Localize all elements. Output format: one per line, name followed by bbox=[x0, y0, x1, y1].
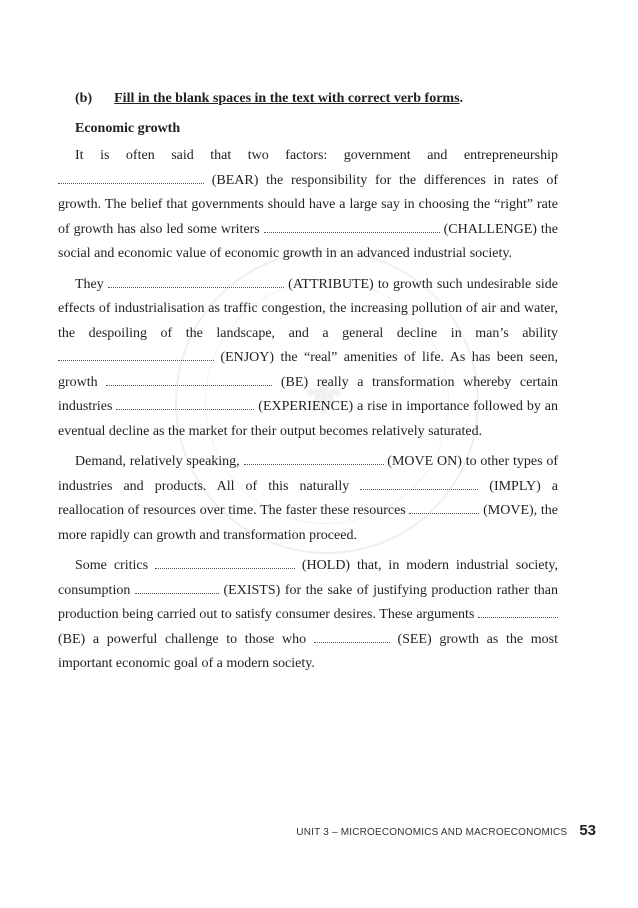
text-span: (BEAR) the responsibility for the differences in rates of growth. The belief that governments should have a large say in choosing the “right” rate of growth has also led some writers bbox=[58, 172, 558, 237]
paragraph-2 bbox=[58, 273, 558, 445]
seal-monogram: ⚜ bbox=[302, 372, 352, 425]
running-footer-unit: UNIT 3 – MICROECONOMICS AND MACROECONOMICS bbox=[296, 827, 568, 838]
text-span: (SEE) growth as the most important economic goal of a modern society. bbox=[58, 631, 559, 671]
text-span: (EXPERIENCE) a rise in importance followed by an eventual decline as the market for their output becomes relatively saturated. bbox=[58, 399, 558, 439]
text-span: Some critics bbox=[75, 558, 155, 573]
blank-hold[interactable] bbox=[155, 556, 295, 569]
paragraph-3 bbox=[58, 450, 558, 548]
blank-move-on[interactable] bbox=[244, 452, 384, 465]
blank-see[interactable] bbox=[314, 630, 390, 643]
blank-attribute[interactable] bbox=[108, 275, 284, 288]
text-span: (CHALLENGE) the social and economic value of economic growth in an advanced industrial society. bbox=[58, 221, 558, 261]
blank-be-1[interactable] bbox=[106, 373, 272, 386]
text-span: (MOVE), the more rapidly can growth and transformation proceed. bbox=[58, 503, 558, 543]
text-span: (HOLD) that, in modern industrial society, consumption bbox=[58, 558, 558, 598]
text-span: (EXISTS) for the sake of justifying production rather than production being carried out to satisfy consumer desires. These arguments bbox=[58, 582, 558, 622]
text-span: Demand, relatively speaking, bbox=[75, 454, 244, 469]
blank-bear[interactable] bbox=[58, 171, 204, 184]
text-span: (BE) a powerful challenge to those who bbox=[58, 631, 314, 647]
blank-challenge[interactable] bbox=[264, 220, 440, 233]
paragraph-1 bbox=[58, 144, 558, 267]
instruction-period: . bbox=[459, 91, 464, 106]
page-number: 53 bbox=[579, 822, 596, 839]
blank-move[interactable] bbox=[409, 501, 479, 514]
page-footer bbox=[296, 822, 596, 839]
text-title: Economic growth bbox=[75, 120, 181, 136]
exercise-instruction: Fill in the blank spaces in the text with correct verb forms bbox=[114, 91, 460, 106]
text-span: (ENJOY) the “real” amenities of life. As has been seen, growth bbox=[58, 350, 558, 390]
paragraph-4 bbox=[58, 554, 558, 677]
blank-experience[interactable] bbox=[116, 397, 254, 410]
exercise-content bbox=[58, 87, 558, 677]
text-span: It is often said that two factors: government and entrepreneurship bbox=[75, 148, 558, 163]
text-span: (MOVE ON) to other types of industries and products. All of this naturally bbox=[58, 454, 558, 494]
text-span: (ATTRIBUTE) to growth such undesirable side effects of industrialisation as traffic congestion, the increasing pollution of air and water, the despoiling of the landscape, and a general decline in man’s ability bbox=[58, 276, 558, 341]
text-span: (BE) really a transformation whereby certain industries bbox=[58, 374, 558, 414]
blank-enjoy[interactable] bbox=[58, 348, 214, 361]
text-span: (IMPLY) a reallocation of resources over time. The faster these resources bbox=[58, 478, 558, 518]
exercise-label: (b) bbox=[75, 91, 93, 106]
blank-imply[interactable] bbox=[360, 477, 478, 490]
blank-exists[interactable] bbox=[135, 581, 219, 594]
text-span: They bbox=[75, 276, 108, 292]
blank-be-2[interactable] bbox=[478, 605, 558, 618]
exercise-heading bbox=[75, 87, 558, 112]
